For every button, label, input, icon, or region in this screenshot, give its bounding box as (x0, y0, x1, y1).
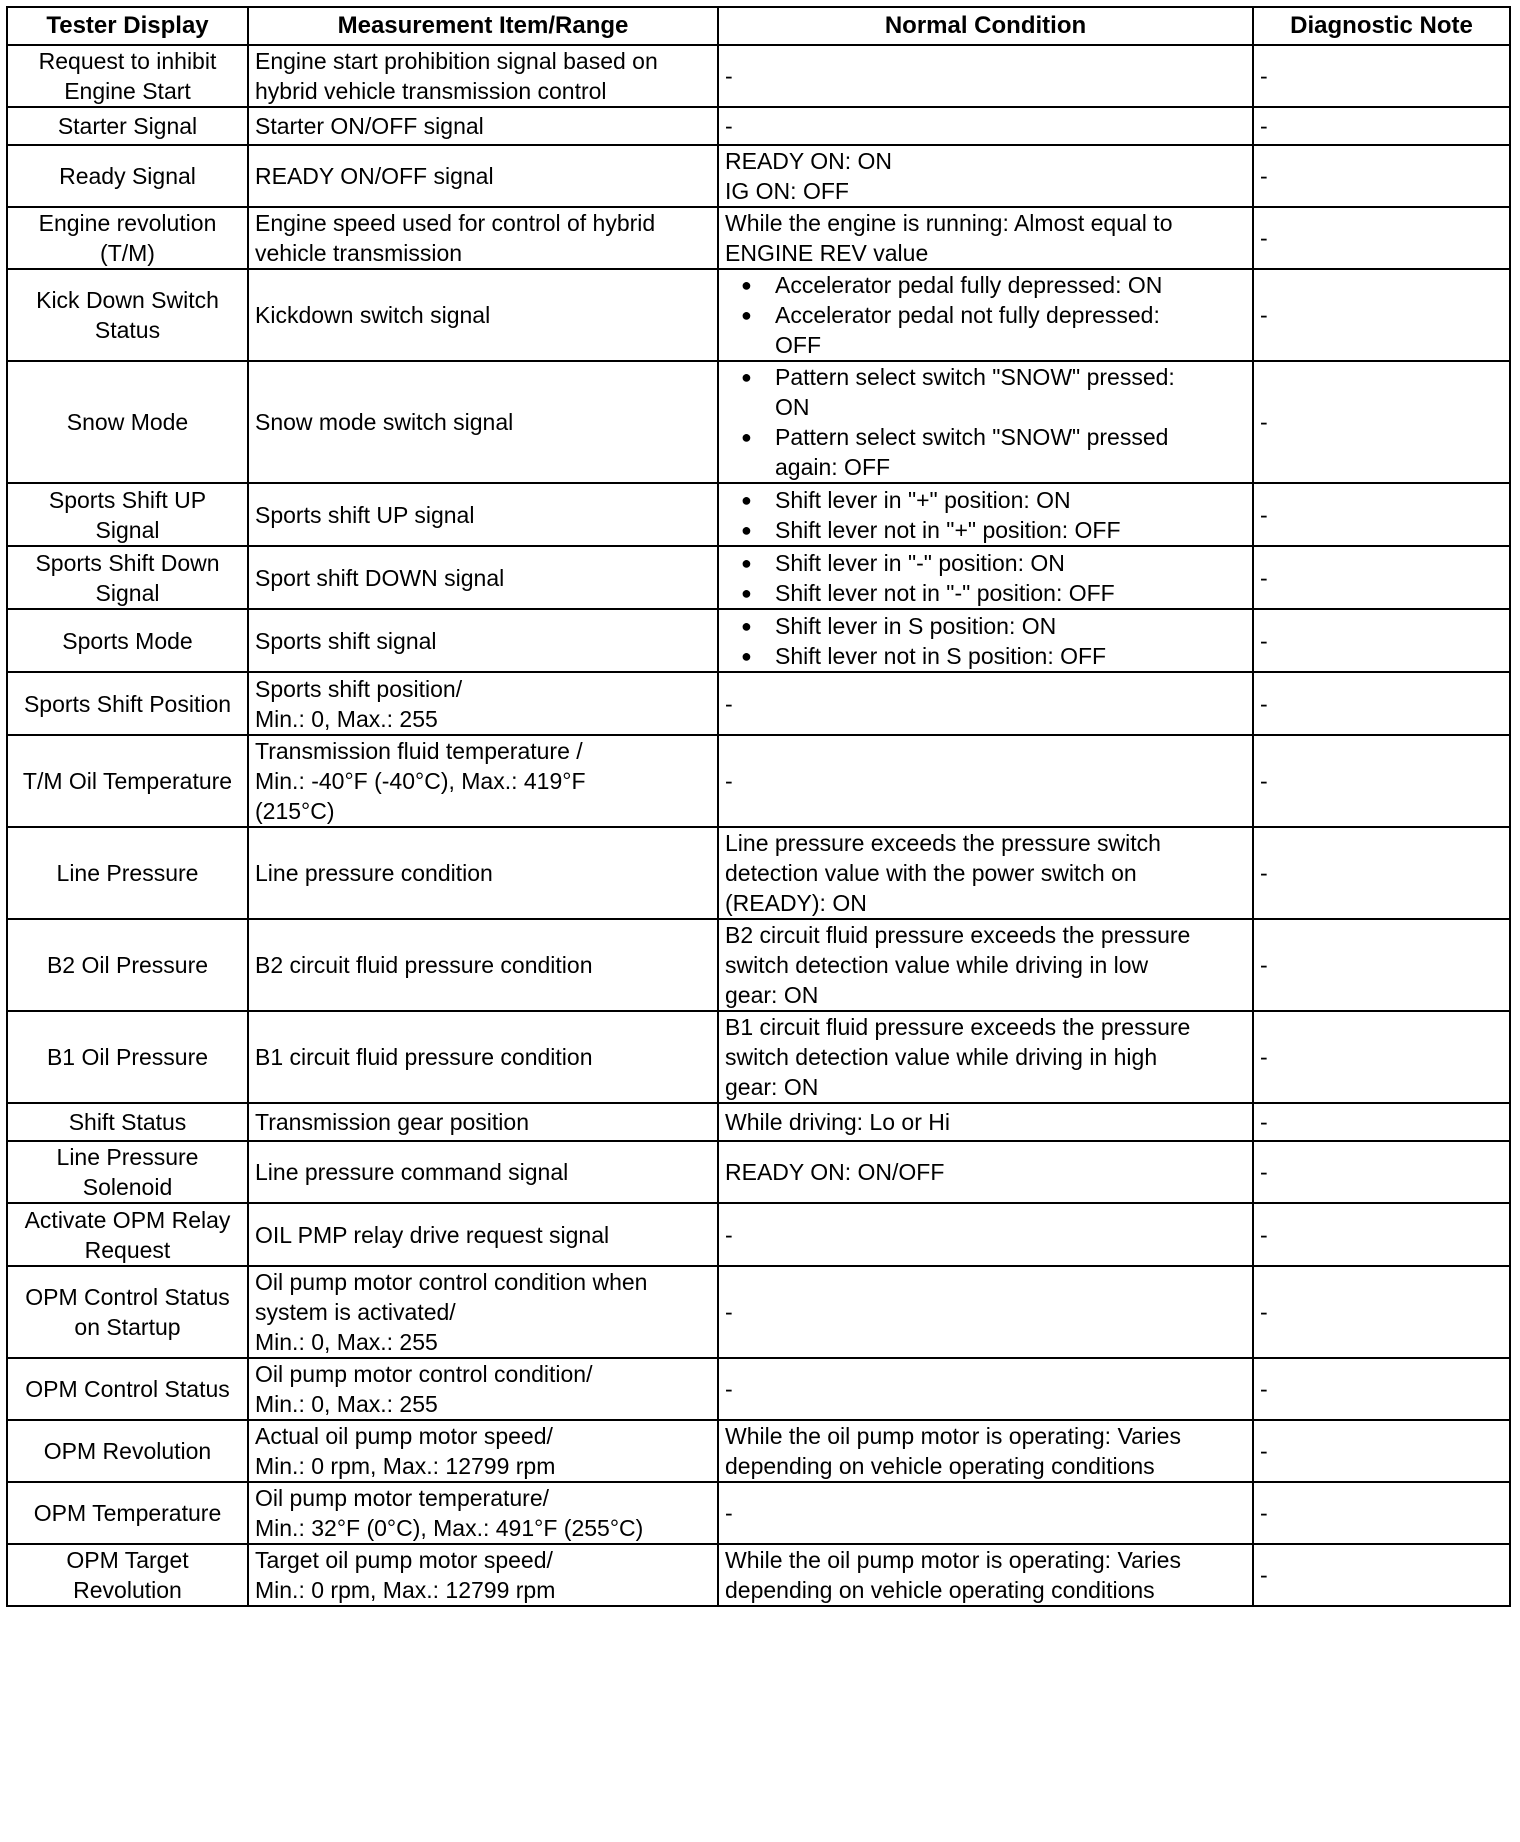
cell-text-line: Ready Signal (59, 163, 196, 189)
cell-diagnostic-note: - (1253, 1266, 1510, 1358)
cell-text-line: Oil pump motor control condition when (255, 1269, 648, 1295)
cell-measurement-item (248, 1420, 718, 1482)
cell-tester-display (7, 483, 248, 546)
cell-diagnostic-note: - (1253, 1203, 1510, 1266)
cell-text-line: switch detection value while driving in low (725, 952, 1149, 978)
cell-text-line: depending on vehicle operating conditions (725, 1577, 1155, 1603)
cell-text-line: Sports Shift Down (35, 549, 220, 576)
bullet-text-line: ● Shift lever in "+" position: ON (775, 486, 1071, 513)
cell-tester-display (7, 1358, 248, 1420)
cell-text-line: Sports Shift UP (48, 486, 207, 513)
cell-diagnostic-note: - (1253, 45, 1510, 107)
cell-normal-condition (718, 107, 1253, 145)
cell-diagnostic-note: - (1253, 361, 1510, 483)
cell-measurement-item (248, 919, 718, 1011)
cell-normal-condition (718, 827, 1253, 919)
cell-measurement-item (248, 1203, 718, 1266)
cell-text-line: (215°C) (255, 798, 335, 824)
table-row (7, 672, 1510, 735)
cell-normal-condition (718, 546, 1253, 609)
table-row (7, 483, 1510, 546)
cell-text-line: - (725, 1299, 733, 1325)
cell-measurement-item (248, 1358, 718, 1420)
cell-text-line: B1 circuit fluid pressure condition (255, 1044, 593, 1070)
cell-diagnostic-note: - (1253, 269, 1510, 361)
cell-text-line: Engine Start (64, 78, 191, 104)
cell-text-line: READY ON: ON (725, 148, 892, 174)
bullet-item (725, 300, 1246, 360)
cell-normal-condition (718, 1141, 1253, 1203)
cell-diagnostic-note: - (1253, 1011, 1510, 1103)
cell-measurement-item (248, 1544, 718, 1606)
cell-text-line: Kick Down Switch (36, 287, 219, 313)
cell-tester-display (7, 1103, 248, 1141)
cell-text-line: Shift Status (68, 1109, 187, 1135)
cell-normal-condition (718, 145, 1253, 207)
table-row (7, 1544, 1510, 1606)
cell-text-line: OPM Target (66, 1547, 189, 1573)
cell-text-line: Actual oil pump motor speed/ (255, 1423, 553, 1449)
cell-diagnostic-note: - (1253, 546, 1510, 609)
cell-normal-condition (718, 1544, 1253, 1606)
table-row (7, 1420, 1510, 1482)
cell-measurement-item (248, 827, 718, 919)
cell-measurement-item (248, 145, 718, 207)
cell-diagnostic-note: - (1253, 672, 1510, 735)
cell-tester-display (7, 361, 248, 483)
cell-text-line: Min.: -40°F (-40°C), Max.: 419°F (255, 768, 586, 794)
table-row (7, 269, 1510, 361)
cell-measurement-item (248, 735, 718, 827)
cell-tester-display (7, 107, 248, 145)
cell-measurement-item (248, 45, 718, 107)
cell-text-line: - (725, 1221, 733, 1248)
cell-normal-condition (718, 207, 1253, 269)
cell-text-line: Sports Mode (62, 627, 193, 654)
bullet-item (725, 641, 1246, 671)
bullet-item (725, 611, 1246, 641)
bullet-text-line: ● Accelerator pedal not fully depressed: (775, 302, 1160, 328)
bullet-text-line: ● Shift lever not in "+" position: OFF (775, 516, 1121, 543)
bullet-list (725, 611, 1246, 671)
table-row (7, 827, 1510, 919)
bullet-text-line: ● Pattern select switch "SNOW" pressed: (775, 364, 1175, 390)
cell-diagnostic-note: - (1253, 483, 1510, 546)
cell-text-line: Line pressure exceeds the pressure switch (725, 830, 1161, 856)
cell-diagnostic-note: - (1253, 1103, 1510, 1141)
cell-text-line: Request (84, 1236, 171, 1263)
bullet-text-line: ● Shift lever not in "-" position: OFF (775, 579, 1115, 606)
cell-text-line: Min.: 0 rpm, Max.: 12799 rpm (255, 1577, 556, 1603)
cell-text-line: Engine start prohibition signal based on (255, 48, 658, 74)
cell-text-line: Oil pump motor control condition/ (255, 1361, 593, 1387)
cell-normal-condition (718, 1203, 1253, 1266)
cell-diagnostic-note: - (1253, 1141, 1510, 1203)
cell-tester-display (7, 1266, 248, 1358)
cell-text-line: Sports shift signal (255, 627, 437, 654)
cell-text-line: - (725, 768, 733, 794)
cell-text-line: - (725, 690, 733, 717)
cell-diagnostic-note: - (1253, 145, 1510, 207)
table-row (7, 735, 1510, 827)
cell-measurement-item (248, 1266, 718, 1358)
cell-text-line: - (725, 1376, 733, 1402)
cell-tester-display (7, 207, 248, 269)
cell-text-line: gear: ON (725, 982, 819, 1008)
bullet-item (725, 485, 1246, 515)
cell-text-line: Sports Shift Position (23, 690, 232, 717)
cell-text-line: vehicle transmission (255, 240, 463, 266)
cell-text-line: Signal (95, 579, 160, 606)
cell-diagnostic-note: - (1253, 1544, 1510, 1606)
cell-tester-display (7, 735, 248, 827)
cell-diagnostic-note: - (1253, 1358, 1510, 1420)
bullet-list (725, 485, 1246, 545)
cell-measurement-item (248, 1011, 718, 1103)
cell-measurement-item (248, 672, 718, 735)
cell-text-line: Status (94, 317, 161, 343)
cell-measurement-item (248, 269, 718, 361)
cell-measurement-item (248, 1141, 718, 1203)
cell-tester-display (7, 1544, 248, 1606)
cell-normal-condition (718, 361, 1253, 483)
cell-text-line: Sports shift UP signal (255, 501, 475, 528)
header-diagnostic-note: Diagnostic Note (1253, 7, 1510, 45)
cell-tester-display (7, 145, 248, 207)
bullet-list (725, 548, 1246, 608)
table-row (7, 919, 1510, 1011)
cell-normal-condition (718, 1358, 1253, 1420)
cell-text-line: Engine revolution (38, 210, 217, 236)
cell-text-line: - (725, 113, 733, 139)
bullet-text-line: ● Pattern select switch "SNOW" pressed (775, 424, 1169, 450)
cell-normal-condition (718, 1011, 1253, 1103)
table-row (7, 107, 1510, 145)
table-row (7, 1358, 1510, 1420)
cell-text-line: Transmission gear position (255, 1109, 529, 1135)
cell-text-line: Line pressure command signal (255, 1159, 569, 1185)
cell-diagnostic-note: - (1253, 735, 1510, 827)
bullet-item (725, 270, 1246, 300)
cell-text-line: Min.: 0, Max.: 255 (255, 1391, 438, 1417)
cell-text-line: While the oil pump motor is operating: Varies (725, 1547, 1181, 1573)
cell-tester-display (7, 672, 248, 735)
cell-measurement-item (248, 207, 718, 269)
cell-text-line: While the engine is running: Almost equal to (725, 210, 1173, 236)
cell-tester-display (7, 609, 248, 672)
cell-diagnostic-note: - (1253, 1420, 1510, 1482)
cell-normal-condition (718, 269, 1253, 361)
cell-text-line: B1 circuit fluid pressure exceeds the pressure (725, 1014, 1191, 1040)
cell-text-line: READY ON/OFF signal (255, 163, 494, 189)
cell-tester-display (7, 1011, 248, 1103)
cell-text-line: IG ON: OFF (725, 178, 849, 204)
cell-text-line: gear: ON (725, 1074, 819, 1100)
cell-text-line: Sports shift position/ (255, 675, 463, 702)
cell-text-line: Min.: 32°F (0°C), Max.: 491°F (255°C) (255, 1515, 644, 1541)
cell-normal-condition (718, 483, 1253, 546)
table-row (7, 1203, 1510, 1266)
cell-normal-condition (718, 1420, 1253, 1482)
cell-text-line: Solenoid (82, 1174, 173, 1200)
bullet-text-line: OFF (775, 332, 821, 358)
bullet-list (725, 362, 1246, 482)
table-row (7, 1266, 1510, 1358)
cell-tester-display (7, 919, 248, 1011)
table-row (7, 361, 1510, 483)
bullet-item (725, 362, 1246, 422)
cell-tester-display (7, 269, 248, 361)
cell-text-line: OPM Control Status (25, 1376, 230, 1402)
cell-tester-display (7, 827, 248, 919)
cell-text-line: B2 circuit fluid pressure exceeds the pressure (725, 922, 1191, 948)
cell-measurement-item (248, 107, 718, 145)
cell-text-line: detection value with the power switch on (725, 860, 1137, 886)
cell-text-line: OIL PMP relay drive request signal (255, 1221, 610, 1248)
table-row (7, 45, 1510, 107)
cell-text-line: OPM Control Status (25, 1284, 230, 1310)
cell-text-line: hybrid vehicle transmission control (255, 78, 607, 104)
bullet-item (725, 548, 1246, 578)
cell-text-line: Signal (95, 516, 160, 543)
header-normal-condition: Normal Condition (718, 7, 1253, 45)
cell-normal-condition (718, 45, 1253, 107)
cell-text-line: Starter Signal (57, 113, 198, 139)
cell-diagnostic-note: - (1253, 919, 1510, 1011)
cell-text-line: B2 circuit fluid pressure condition (255, 952, 593, 978)
header-measurement-item: Measurement Item/Range (248, 7, 718, 45)
header-tester-display: Tester Display (7, 7, 248, 45)
cell-normal-condition (718, 672, 1253, 735)
cell-text-line: Oil pump motor temperature/ (255, 1485, 550, 1511)
cell-text-line: While driving: Lo or Hi (725, 1109, 950, 1135)
table-row (7, 1103, 1510, 1141)
cell-tester-display (7, 1203, 248, 1266)
cell-text-line: Line Pressure (56, 1144, 199, 1170)
cell-text-line: Starter ON/OFF signal (255, 113, 484, 139)
cell-normal-condition (718, 1103, 1253, 1141)
cell-text-line: OPM Temperature (33, 1500, 222, 1526)
cell-text-line: B2 Oil Pressure (46, 952, 209, 978)
cell-measurement-item (248, 1103, 718, 1141)
cell-measurement-item (248, 361, 718, 483)
cell-measurement-item (248, 546, 718, 609)
cell-tester-display (7, 1482, 248, 1544)
cell-diagnostic-note: - (1253, 827, 1510, 919)
cell-text-line: Min.: 0, Max.: 255 (255, 705, 438, 732)
cell-text-line: Request to inhibit (38, 48, 217, 74)
cell-text-line: READY ON: ON/OFF (725, 1159, 945, 1185)
cell-diagnostic-note: - (1253, 609, 1510, 672)
cell-text-line: on Startup (74, 1314, 181, 1340)
cell-text-line: - (725, 63, 733, 89)
bullet-item (725, 578, 1246, 608)
cell-text-line: Engine speed used for control of hybrid (255, 210, 656, 236)
cell-normal-condition (718, 735, 1253, 827)
cell-measurement-item (248, 483, 718, 546)
data-list-table (6, 6, 1511, 1607)
cell-text-line: depending on vehicle operating conditions (725, 1453, 1155, 1479)
cell-text-line: Sport shift DOWN signal (255, 564, 505, 591)
cell-text-line: Line Pressure (56, 860, 199, 886)
cell-text-line: While the oil pump motor is operating: Varies (725, 1423, 1181, 1449)
table-row (7, 1482, 1510, 1544)
cell-tester-display (7, 1420, 248, 1482)
cell-text-line: Line pressure condition (255, 860, 493, 886)
cell-text-line: Snow mode switch signal (255, 409, 514, 435)
bullet-item (725, 515, 1246, 545)
cell-normal-condition (718, 919, 1253, 1011)
table-row (7, 609, 1510, 672)
bullet-text-line: ● Shift lever not in S position: OFF (775, 642, 1107, 669)
cell-diagnostic-note: - (1253, 107, 1510, 145)
cell-text-line: Target oil pump motor speed/ (255, 1547, 553, 1573)
bullet-text-line: ON (775, 394, 810, 420)
cell-text-line: - (725, 1500, 733, 1526)
bullet-text-line: ● Accelerator pedal fully depressed: ON (775, 272, 1163, 298)
cell-text-line: Revolution (73, 1577, 182, 1603)
table-row (7, 1011, 1510, 1103)
bullet-text-line: ● Shift lever in S position: ON (775, 612, 1057, 639)
document-page (6, 6, 1509, 1607)
bullet-text-line: again: OFF (775, 454, 891, 480)
bullet-text-line: ● Shift lever in "-" position: ON (775, 549, 1065, 576)
cell-text-line: Snow Mode (66, 409, 189, 435)
cell-text-line: system is activated/ (255, 1299, 456, 1325)
cell-normal-condition (718, 609, 1253, 672)
cell-diagnostic-note: - (1253, 1482, 1510, 1544)
cell-text-line: B1 Oil Pressure (46, 1044, 209, 1070)
cell-text-line: Min.: 0, Max.: 255 (255, 1329, 438, 1355)
cell-tester-display (7, 1141, 248, 1203)
cell-text-line: OPM Revolution (43, 1438, 212, 1464)
cell-measurement-item (248, 609, 718, 672)
cell-text-line: (T/M) (100, 240, 155, 266)
cell-normal-condition (718, 1266, 1253, 1358)
cell-text-line: ENGINE REV value (725, 240, 929, 266)
cell-text-line: (READY): ON (725, 890, 867, 916)
cell-text-line: Min.: 0 rpm, Max.: 12799 rpm (255, 1453, 556, 1479)
cell-text-line: T/M Oil Temperature (22, 768, 233, 794)
cell-diagnostic-note: - (1253, 207, 1510, 269)
table-row (7, 546, 1510, 609)
cell-text-line: Transmission fluid temperature / (255, 738, 583, 764)
cell-tester-display (7, 45, 248, 107)
table-row (7, 145, 1510, 207)
cell-text-line: Kickdown switch signal (255, 302, 491, 328)
table-row (7, 207, 1510, 269)
cell-tester-display (7, 546, 248, 609)
cell-text-line: Activate OPM Relay (24, 1206, 231, 1233)
cell-normal-condition (718, 1482, 1253, 1544)
cell-measurement-item (248, 1482, 718, 1544)
table-header-row (7, 7, 1510, 45)
bullet-item (725, 422, 1246, 482)
table-row (7, 1141, 1510, 1203)
cell-text-line: switch detection value while driving in high (725, 1044, 1158, 1070)
bullet-list (725, 270, 1246, 360)
